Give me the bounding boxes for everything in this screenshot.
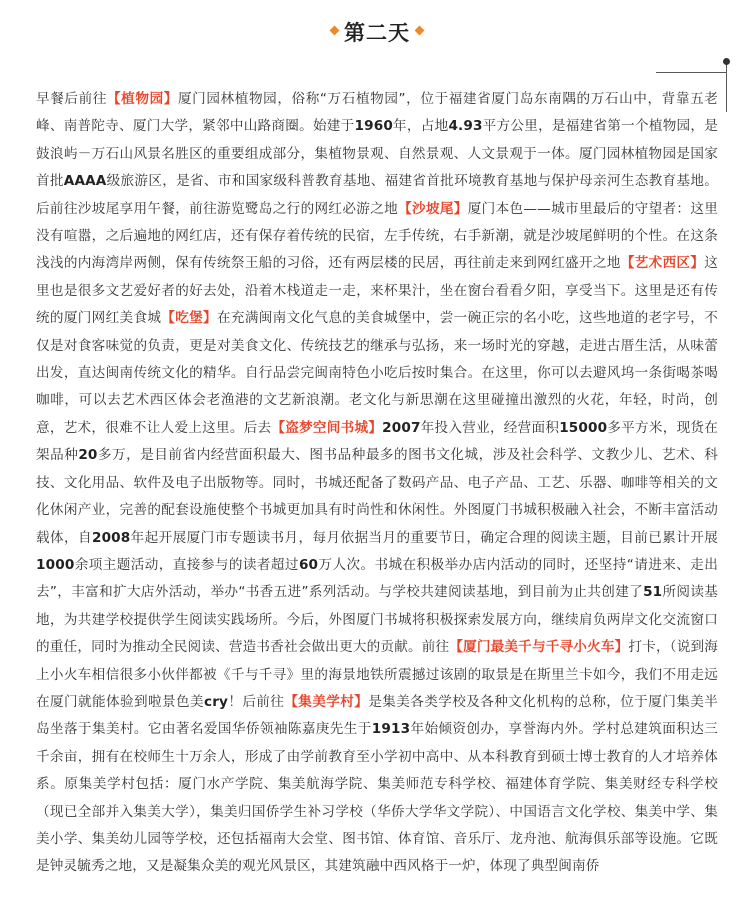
text-segment: 打卡，（说到海上小火车相信很多小伙伴都被《千与千寻》里的海景地铁所震撼过该剧的取景是在斯里兰卡如今，我们不用走远在厦门就能体验到啦景色美 <box>36 639 719 710</box>
text-segment: 年起开展厦门市专题读书月，每月依据当月的重要节日，确定合理的阅读主题，目前已累计开展 <box>130 529 718 546</box>
text-segment: 早餐后前往 <box>36 91 107 107</box>
text-segment: 平方公里，是福建省第一个植物园，是鼓浪屿－万石山风景名胜区的重要组成部分，集植物景观、自然景观、人文景观于一体。厦门园林植物园是国家首批 <box>36 118 718 190</box>
page-title: 第二天 <box>344 21 410 45</box>
number-year: 1913 <box>371 721 411 738</box>
text-segment: 是集美各类学校及各种文化机构的总称，位于厦门集美半岛坐落于集美村。它由著名爱国华侨领袖陈嘉庚先生于 <box>36 693 719 738</box>
highlight-food-castle: 【吃堡】 <box>161 310 217 327</box>
highlight-shapowei: 【沙坡尾】 <box>398 200 468 217</box>
number-year: 2008 <box>91 529 131 546</box>
number-count: 51 <box>643 584 663 601</box>
text-segment: 年始倾资创办，享誉海内外。学村总建筑面积达三千余亩，拥有在校师生十万余人，形成了由学前教育至小学初中高中、从本科教育到硕士博士教育的人才培养体系。原集美学村包括：厦门水产学院、集美航海学院、集美师范专科学校、福建体育学院、集美财经专科学校（现已全部并入集美大学），集美归国侨学生补习学校（华侨大学华文学院）、中国语言文化学校、集美中学、集美小学、集美幼儿园等学校，还包括福南大会堂、图书馆、体育馆、音乐厅、龙舟池、航海俱乐部等设施。它既是钟灵毓秀之地，又是凝集众美的观光风景区，其建筑融中西风格于一炉，体现了典型闽南侨 <box>36 721 718 875</box>
number-area: 15000 <box>559 419 608 436</box>
highlight-art-west: 【艺术西区】 <box>620 255 705 272</box>
itinerary-paragraph <box>36 86 718 881</box>
number-count: 60 <box>298 556 319 573</box>
decorative-line <box>656 72 726 73</box>
number-area: 4.93 <box>448 118 483 135</box>
text-segment: 余项主题活动，直接参与的读者超过 <box>74 556 299 573</box>
text-segment: 这里也是很多文艺爱好者的好去处，沿着木栈道走一走，来杯果汁，坐在窗台看看夕阳，享受当下。这里是还有传统的厦门网红美食城 <box>36 255 718 327</box>
highlight-bookstore: 【盗梦空间书城】 <box>271 419 383 436</box>
text-segment: 多平方米，现货在架品种 <box>36 419 719 464</box>
text-segment: ！后前往 <box>228 693 285 710</box>
diamond-left-icon <box>330 25 340 35</box>
text-segment: 年，占地 <box>392 118 449 135</box>
number-year: 2007 <box>382 419 421 436</box>
text-segment: 在充满闽南文化气息的美食城堡中，尝一碗正宗的名小吃，这些地道的老字号，不仅是对食客味觉的负责，更是对美食文化、传统技艺的继承与弘扬，来一场时光的穿越，走进古厝生活，从味蕾出发，直达闽南传统文化的精华。自行品尝完闽南特色小吃后按时集合。在这里，你可以去避风坞一条街喝茶喝咖啡，可以去艺术西区体会老渔港的文艺新浪潮。老文化与新思潮在这里碰撞出激烈的火花，年轻，时尚，创意，艺术，很难不让人爱上这里。后去 <box>36 310 718 436</box>
number-count: 1000 <box>36 556 75 573</box>
text-segment: 级旅游区，是省、市和国家级科普教育基地、福建省首批环境教育基地与保护母亲河生态教育基地。后前往沙坡尾享用午餐，前往游览鹭岛之行的网红必游之地 <box>36 173 718 217</box>
text-segment: 厦门本色——城市里最后的守望者：这里没有喧嚣，之后遍地的网红店，还有保存着传统的民宿，左手传统，右手新潮，就是沙坡尾鲜明的个性。在这条浅浅的内海湾岸两侧，保有传统祭王船的习俗，还有两层楼的民居，再往前走来到网红盛开之地 <box>36 200 719 272</box>
highlight-little-train: 【厦门最美千与千寻小火车】 <box>449 639 629 656</box>
text-segment: 厦门园林植物园，俗称“万石植物园”，位于福建省厦门岛东南隅的万石山中，背靠五老峰、南普陀寺、厦门大学，紧邻中山路商圈。始建于 <box>36 91 719 135</box>
emphasis-word: cry <box>203 693 229 710</box>
number-year: 1960 <box>354 118 393 135</box>
diamond-right-icon <box>415 25 425 35</box>
day-heading <box>0 17 754 51</box>
number-count: 20 <box>78 447 98 464</box>
decorative-dot-icon <box>723 58 730 65</box>
decorative-vertical-line <box>726 62 727 112</box>
text-segment: 年投入营业，经营面积 <box>420 419 560 436</box>
rating-label: AAAA <box>63 173 107 190</box>
text-segment: 所阅读基地，为共建学校提供学生阅读实践场所。今后，外图厦门书城将积极探索发展方向，继续肩负两岸文化交流窗口的重任，同时为推动全民阅读、营造书香社会做出更大的贡献。前往 <box>36 584 718 656</box>
text-segment: 万人次。书城在积极举办店内活动的同时，还坚持“请进来、走出去”，丰富和扩大店外活动，举办“书香五进”系列活动。与学校共建阅读基地，到目前为止共创建了 <box>36 556 719 601</box>
highlight-jimei-village: 【集美学村】 <box>284 693 369 710</box>
text-segment: 多万，是目前省内经营面积最大、图书品种最多的图书文化城，涉及社会科学、文教少儿、艺术、科技、文化用品、软件及电子出版物等。同时，书城还配备了数码产品、电子产品、工艺、乐器、咖啡等相关的文化休闲产业，完善的配套设施使整个书城更加具有时尚性和休闲性。外图厦门书城积极融入社会，不断丰富活动载体，自 <box>36 447 718 546</box>
highlight-botanical-garden: 【植物园】 <box>106 91 178 107</box>
